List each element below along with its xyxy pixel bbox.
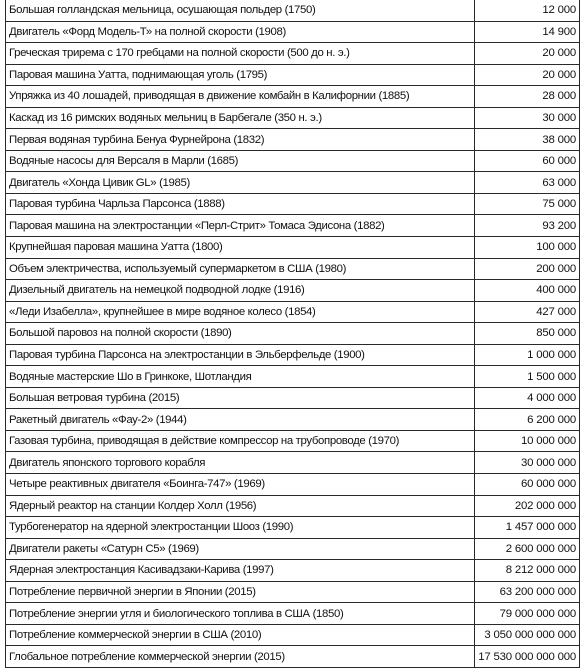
row-value-cell: 202 000 000 [475, 495, 580, 517]
row-name-cell: Двигатель «Форд Модель-Т» на полной скорости (1908) [6, 21, 475, 43]
table-row [6, 107, 580, 129]
row-name-cell: Паровая турбина Чарльза Парсонса (1888) [6, 193, 475, 215]
row-value-cell: 6 200 000 [475, 409, 580, 431]
table-row [6, 215, 580, 237]
table-row [6, 387, 580, 409]
row-value-cell: 12 000 [475, 0, 580, 21]
power-table [5, 0, 580, 668]
row-value-cell: 17 530 000 000 000 [475, 646, 580, 668]
table-row [6, 560, 580, 582]
row-value-cell: 427 000 [475, 301, 580, 323]
row-value-cell: 1 000 000 [475, 344, 580, 366]
row-name-cell: Потребление коммерческой энергии в США (2010) [6, 624, 475, 646]
table-row [6, 280, 580, 302]
row-value-cell: 63 200 000 000 [475, 581, 580, 603]
row-name-cell: Объем электричества, используемый супермаркетом в США (1980) [6, 258, 475, 280]
row-name-cell: Большая ветровая турбина (2015) [6, 387, 475, 409]
power-table-container [5, 0, 582, 663]
row-name-cell: Большой паровоз на полной скорости (1890) [6, 323, 475, 345]
table-row [6, 301, 580, 323]
table-row [6, 581, 580, 603]
row-value-cell: 20 000 [475, 43, 580, 65]
row-name-cell: Ядерный реактор на станции Колдер Холл (1956) [6, 495, 475, 517]
row-value-cell: 8 212 000 000 [475, 560, 580, 582]
row-name-cell: Двигатели ракеты «Сатурн C5» (1969) [6, 538, 475, 560]
table-row [6, 624, 580, 646]
row-value-cell: 200 000 [475, 258, 580, 280]
row-value-cell: 14 900 [475, 21, 580, 43]
row-value-cell: 38 000 [475, 129, 580, 151]
row-name-cell: Четыре реактивных двигателя «Боинга-747» (1969) [6, 474, 475, 496]
row-name-cell: Первая водяная турбина Бенуа Фурнейрона (1832) [6, 129, 475, 151]
table-row [6, 452, 580, 474]
row-name-cell: Паровая турбина Парсонса на электростанции в Эльберфельде (1900) [6, 344, 475, 366]
table-row [6, 64, 580, 86]
row-name-cell: Потребление первичной энергии в Японии (2015) [6, 581, 475, 603]
power-table-body [6, 0, 580, 667]
row-value-cell: 850 000 [475, 323, 580, 345]
row-name-cell: Паровая машина Уатта, поднимающая уголь (1795) [6, 64, 475, 86]
table-row [6, 21, 580, 43]
row-name-cell: Турбогенератор на ядерной электростанции Шооз (1990) [6, 517, 475, 539]
table-row [6, 344, 580, 366]
row-name-cell: Водяные насосы для Версаля в Марли (1685) [6, 150, 475, 172]
row-value-cell: 30 000 [475, 107, 580, 129]
row-value-cell: 75 000 [475, 193, 580, 215]
row-name-cell: Греческая трирема с 170 гребцами на полной скорости (500 до н. э.) [6, 43, 475, 65]
row-name-cell: Газовая турбина, приводящая в действие компрессор на трубопроводе (1970) [6, 430, 475, 452]
row-name-cell: Потребление энергии угля и биологического топлива в США (1850) [6, 603, 475, 625]
row-value-cell: 400 000 [475, 280, 580, 302]
table-row [6, 409, 580, 431]
row-name-cell: Двигатель японского торгового корабля [6, 452, 475, 474]
table-row [6, 430, 580, 452]
row-name-cell: Большая голландская мельница, осушающая польдер (1750) [6, 0, 475, 21]
row-name-cell: Каскад из 16 римских водяных мельниц в Барбегале (350 н. э.) [6, 107, 475, 129]
table-row [6, 129, 580, 151]
row-value-cell: 30 000 000 [475, 452, 580, 474]
row-value-cell: 93 200 [475, 215, 580, 237]
row-name-cell: Глобальное потребление коммерческой энергии (2015) [6, 646, 475, 668]
row-name-cell: Двигатель «Хонда Цивик GL» (1985) [6, 172, 475, 194]
table-row [6, 323, 580, 345]
table-row [6, 646, 580, 668]
row-value-cell: 1 500 000 [475, 366, 580, 388]
table-row [6, 193, 580, 215]
table-row [6, 495, 580, 517]
row-value-cell: 3 050 000 000 000 [475, 624, 580, 646]
table-row [6, 517, 580, 539]
row-value-cell: 79 000 000 000 [475, 603, 580, 625]
table-row [6, 603, 580, 625]
row-value-cell: 100 000 [475, 237, 580, 259]
table-row [6, 86, 580, 108]
row-value-cell: 4 000 000 [475, 387, 580, 409]
row-value-cell: 20 000 [475, 64, 580, 86]
table-row [6, 150, 580, 172]
row-value-cell: 10 000 000 [475, 430, 580, 452]
table-row [6, 172, 580, 194]
row-value-cell: 2 600 000 000 [475, 538, 580, 560]
table-row [6, 366, 580, 388]
row-name-cell: Паровая машина на электростанции «Перл-Стрит» Томаса Эдисона (1882) [6, 215, 475, 237]
row-value-cell: 28 000 [475, 86, 580, 108]
table-row [6, 0, 580, 21]
row-name-cell: «Леди Изабелла», крупнейшее в мире водяное колесо (1854) [6, 301, 475, 323]
row-name-cell: Крупнейшая паровая машина Уатта (1800) [6, 237, 475, 259]
table-row [6, 237, 580, 259]
row-value-cell: 1 457 000 000 [475, 517, 580, 539]
row-name-cell: Дизельный двигатель на немецкой подводной лодке (1916) [6, 280, 475, 302]
table-row [6, 538, 580, 560]
table-row [6, 474, 580, 496]
row-value-cell: 63 000 [475, 172, 580, 194]
row-value-cell: 60 000 000 [475, 474, 580, 496]
table-row [6, 43, 580, 65]
row-value-cell: 60 000 [475, 150, 580, 172]
table-row [6, 258, 580, 280]
row-name-cell: Водяные мастерские Шо в Гринкоке, Шотландия [6, 366, 475, 388]
row-name-cell: Ракетный двигатель «Фау-2» (1944) [6, 409, 475, 431]
row-name-cell: Упряжка из 40 лошадей, приводящая в движение комбайн в Калифорнии (1885) [6, 86, 475, 108]
row-name-cell: Ядерная электростанция Касивадзаки-Карива (1997) [6, 560, 475, 582]
